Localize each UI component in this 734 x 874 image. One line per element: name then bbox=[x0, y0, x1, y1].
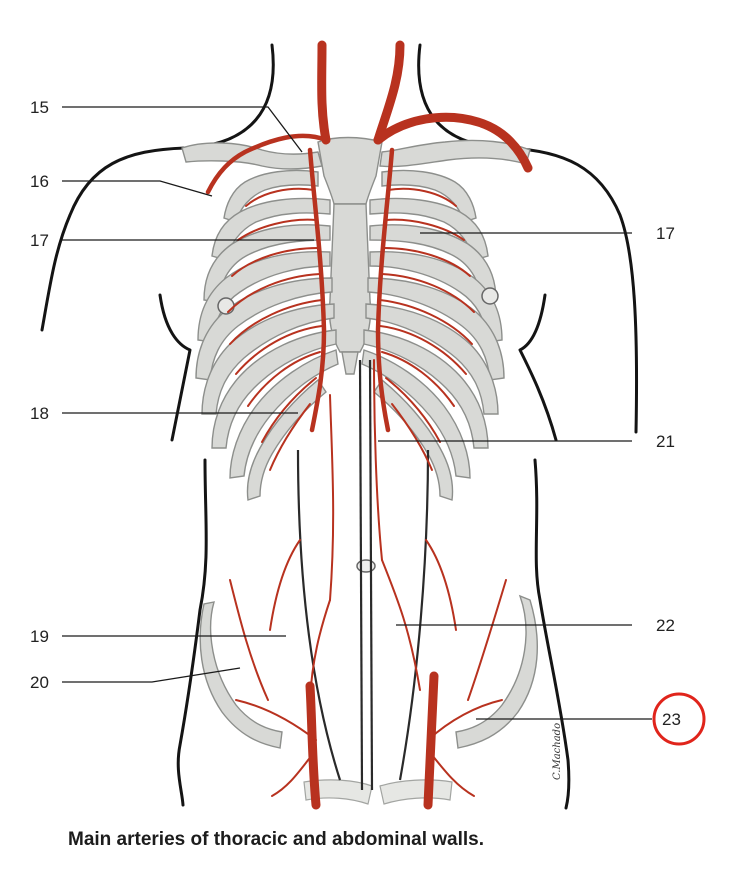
label-15: 15 bbox=[30, 98, 49, 117]
label-20: 20 bbox=[30, 673, 49, 692]
label-18: 18 bbox=[30, 404, 49, 423]
label-19: 19 bbox=[30, 627, 49, 646]
label-22: 22 bbox=[656, 616, 675, 635]
figure-caption: Main arteries of thoracic and abdominal walls. bbox=[68, 829, 484, 850]
label-17-left: 17 bbox=[30, 231, 49, 250]
artist-signature: C.Machado bbox=[552, 722, 563, 780]
label-21: 21 bbox=[656, 432, 675, 451]
pelvic-bones bbox=[200, 596, 537, 804]
umbilicus bbox=[357, 560, 375, 572]
label-17-right: 17 bbox=[656, 224, 675, 243]
label-23: 23 bbox=[662, 710, 681, 729]
label-16: 16 bbox=[30, 172, 49, 191]
